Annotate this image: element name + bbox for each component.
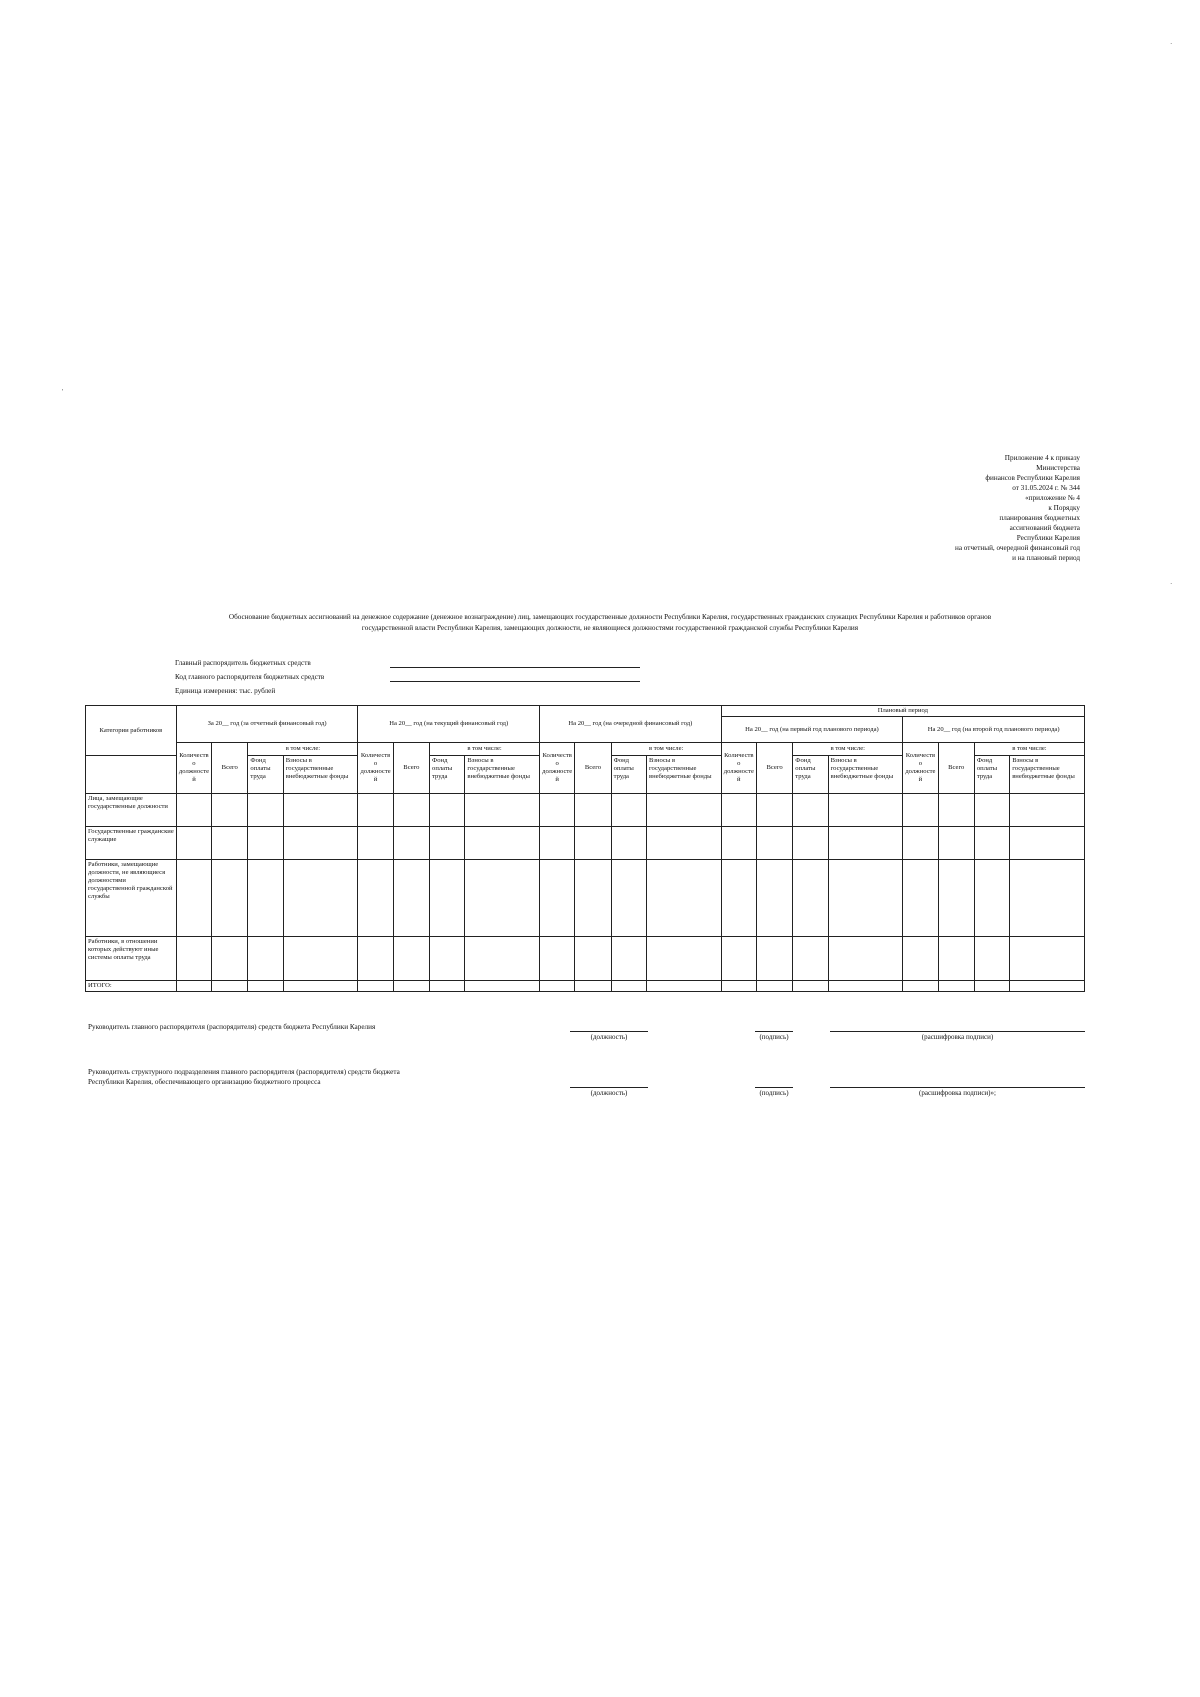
contrib-header: Взносы в государственные внебюджетные фонды: [283, 756, 358, 794]
chief-admin-code-field[interactable]: [390, 681, 640, 682]
table-cell[interactable]: [793, 794, 828, 827]
table-cell[interactable]: [646, 794, 721, 827]
fund-header: Фонд оплаты труда: [430, 756, 465, 794]
contrib-header: Взносы в государственные внебюджетные фонды: [828, 756, 903, 794]
table-cell[interactable]: [793, 937, 828, 981]
total-header: Всего: [756, 743, 792, 794]
table-cell[interactable]: [176, 860, 211, 937]
table-cell[interactable]: [430, 981, 465, 992]
fund-header: Фонд оплаты труда: [611, 756, 646, 794]
table-cell[interactable]: [903, 981, 938, 992]
table-cell[interactable]: [393, 981, 429, 992]
table-cell[interactable]: [575, 937, 611, 981]
table-cell[interactable]: [974, 981, 1009, 992]
table-cell[interactable]: [903, 860, 938, 937]
appendix-line: к Порядку: [1048, 504, 1080, 512]
appendix-line: финансов Республики Карелия: [985, 474, 1080, 482]
appendix-line: Приложение 4 к приказу: [1004, 454, 1080, 462]
table-cell[interactable]: [212, 827, 248, 860]
table-cell[interactable]: [212, 937, 248, 981]
table-cell[interactable]: [176, 937, 211, 981]
decode-caption: (расшифровка подписи): [921, 1033, 994, 1041]
table-cell[interactable]: [721, 827, 756, 860]
table-cell[interactable]: [465, 794, 540, 827]
table-cell[interactable]: [430, 827, 465, 860]
unit-row: [175, 686, 275, 696]
signature-caption: (подпись): [759, 1089, 789, 1097]
table-cell[interactable]: [358, 937, 393, 981]
row-label: Работники, замещающие должности, не являющиеся должностями государственной гражданской службы: [86, 860, 177, 937]
count-header: Количество должностей: [721, 743, 756, 794]
including-header: в том числе:: [248, 743, 358, 756]
table-cell[interactable]: [938, 981, 974, 992]
table-cell[interactable]: [756, 937, 792, 981]
table-cell[interactable]: [1010, 794, 1085, 827]
table-cell[interactable]: [575, 827, 611, 860]
appendix-line: и на плановый период: [1012, 554, 1080, 562]
table-cell[interactable]: [212, 794, 248, 827]
contrib-header: Взносы в государственные внебюджетные фонды: [1010, 756, 1085, 794]
total-header: Всего: [575, 743, 611, 794]
signature-field[interactable]: [755, 1031, 793, 1032]
period-header: На 20__ год (на первый год планового периода): [721, 717, 903, 743]
table-cell[interactable]: [283, 827, 358, 860]
appendix-line: ассигнований бюджета: [1009, 524, 1080, 532]
row-label: Работники, в отношении которых действуют иные системы оплаты труда: [86, 937, 177, 981]
table-cell[interactable]: [430, 937, 465, 981]
table-cell[interactable]: [540, 860, 575, 937]
appendix-line: от 31.05.2024 г. № 344: [1012, 484, 1080, 492]
position-field[interactable]: [570, 1031, 648, 1032]
table-cell[interactable]: [540, 981, 575, 992]
signature-caption: (подпись): [759, 1033, 789, 1041]
table-cell[interactable]: [575, 860, 611, 937]
table-cell[interactable]: [176, 794, 211, 827]
count-header: Количество должностей: [903, 743, 938, 794]
struct-signature-label: Руководитель структурного подразделения главного распорядителя (распорядителя) средств бюджета: [88, 1068, 400, 1076]
head-signature-label: Руководитель главного распорядителя (распорядителя) средств бюджета Республики Карелия: [88, 1023, 376, 1031]
table-cell[interactable]: [283, 937, 358, 981]
including-header: в том числе:: [793, 743, 903, 756]
table-cell[interactable]: [393, 794, 429, 827]
appendix-line: планирования бюджетных: [999, 514, 1080, 522]
table-cell[interactable]: [611, 827, 646, 860]
decode-field[interactable]: [830, 1087, 1085, 1088]
title-line: государственной власти Республики Карелия, замещающих должности, не являющиеся должностями государственной гражданской службы Республики Карелия: [361, 623, 859, 632]
table-cell[interactable]: [938, 794, 974, 827]
unit-label: Единица измерения:: [175, 687, 238, 695]
table-cell[interactable]: [646, 827, 721, 860]
period-header: На 20__ год (на второй год планового периода): [903, 717, 1085, 743]
table-cell[interactable]: [721, 981, 756, 992]
chief-admin-field[interactable]: [390, 667, 640, 668]
row-label: Государственные гражданские служащие: [86, 827, 177, 860]
planned-period-header: Плановый период: [721, 706, 1084, 717]
table-cell[interactable]: [248, 937, 283, 981]
fund-header: Фонд оплаты труда: [248, 756, 283, 794]
appendix-line: Республики Карелия: [1016, 534, 1080, 542]
total-header: Всего: [938, 743, 974, 794]
appendix-block: [830, 453, 1080, 563]
table-cell[interactable]: [393, 860, 429, 937]
table-cell[interactable]: [283, 794, 358, 827]
table-cell[interactable]: [358, 827, 393, 860]
scan-mark: ': [62, 388, 64, 396]
row-label: Лица, замещающие государственные должности: [86, 794, 177, 827]
count-header: Количество должностей: [176, 743, 211, 794]
appendix-line: Министерства: [1036, 464, 1080, 472]
table-cell[interactable]: [430, 794, 465, 827]
document-title: [130, 612, 1090, 633]
position-field[interactable]: [570, 1087, 648, 1088]
appendix-line: «приложение № 4: [1025, 494, 1080, 502]
table-cell[interactable]: [575, 981, 611, 992]
table-cell[interactable]: [974, 937, 1009, 981]
struct-signature-label: Республики Карелия, обеспечивающего организацию бюджетного процесса: [88, 1078, 321, 1086]
table-cell[interactable]: [248, 860, 283, 937]
table-cell[interactable]: [358, 860, 393, 937]
table-cell[interactable]: [212, 860, 248, 937]
table-cell[interactable]: [721, 937, 756, 981]
table-cell[interactable]: [1010, 981, 1085, 992]
total-header: Всего: [393, 743, 429, 794]
table-cell[interactable]: [176, 981, 211, 992]
table-cell[interactable]: [756, 981, 792, 992]
table-cell[interactable]: [828, 827, 903, 860]
table-cell[interactable]: [611, 981, 646, 992]
period-header: На 20__ год (на текущий финансовый год): [358, 706, 540, 743]
table-cell[interactable]: [793, 860, 828, 937]
table-cell[interactable]: [646, 937, 721, 981]
table-cell[interactable]: [756, 860, 792, 937]
scan-mark: ·: [1170, 580, 1173, 588]
table-cell[interactable]: [793, 827, 828, 860]
table-cell[interactable]: [828, 937, 903, 981]
table-cell[interactable]: [393, 827, 429, 860]
period-header: На 20__ год (на очередной финансовый год): [540, 706, 722, 743]
table-cell[interactable]: [646, 860, 721, 937]
table-cell[interactable]: [828, 981, 903, 992]
unit-value: тыс. рублей: [239, 687, 276, 695]
table-cell[interactable]: [540, 827, 575, 860]
table-cell[interactable]: [938, 937, 974, 981]
table-cell[interactable]: [358, 794, 393, 827]
table-cell[interactable]: [358, 981, 393, 992]
table-cell[interactable]: [938, 860, 974, 937]
appendix-line: на отчетный, очередной финансовый год: [954, 544, 1080, 552]
table-cell[interactable]: [828, 860, 903, 937]
table-cell[interactable]: [721, 860, 756, 937]
table-cell[interactable]: [903, 794, 938, 827]
count-header: Количество должностей: [540, 743, 575, 794]
table-cell[interactable]: [248, 981, 283, 992]
fund-header: Фонд оплаты труда: [974, 756, 1009, 794]
table-cell[interactable]: [212, 981, 248, 992]
table-cell[interactable]: [974, 860, 1009, 937]
table-cell[interactable]: [611, 794, 646, 827]
table-cell[interactable]: [393, 937, 429, 981]
position-caption: (должность): [590, 1033, 628, 1041]
table-cell[interactable]: [176, 827, 211, 860]
decode-field[interactable]: [830, 1031, 1085, 1032]
table-row: [86, 937, 1085, 981]
table-cell[interactable]: [465, 937, 540, 981]
including-header: в том числе:: [611, 743, 721, 756]
count-header: Количество должностей: [358, 743, 393, 794]
table-cell[interactable]: [611, 937, 646, 981]
table-cell[interactable]: [646, 981, 721, 992]
table-row: [86, 827, 1085, 860]
table-cell[interactable]: [903, 827, 938, 860]
table-cell[interactable]: [465, 860, 540, 937]
fund-header: Фонд оплаты труда: [793, 756, 828, 794]
table-cell[interactable]: [465, 827, 540, 860]
title-line: Обоснование бюджетных ассигнований на денежное содержание (денежное вознаграждение) лиц, замещающих государственные должности Республики Карелия, государственных гражданских служащих Республики Карелия и работников органов: [228, 613, 992, 621]
total-label: ИТОГО:: [86, 981, 177, 992]
chief-admin-code-label: Код главного распорядителя бюджетных средств: [175, 673, 325, 681]
table-cell[interactable]: [756, 827, 792, 860]
position-caption: (должность): [590, 1089, 628, 1097]
table-cell[interactable]: [756, 794, 792, 827]
table-cell[interactable]: [465, 981, 540, 992]
table-cell[interactable]: [828, 794, 903, 827]
signature-field[interactable]: [755, 1087, 793, 1088]
table-cell[interactable]: [248, 794, 283, 827]
table-cell[interactable]: [283, 981, 358, 992]
table-cell[interactable]: [903, 937, 938, 981]
contrib-header: Взносы в государственные внебюджетные фонды: [646, 756, 721, 794]
table-cell[interactable]: [611, 860, 646, 937]
table-cell[interactable]: [283, 860, 358, 937]
chief-admin-label: Главный распорядитель бюджетных средств: [175, 659, 311, 667]
contrib-header: Взносы в государственные внебюджетные фонды: [465, 756, 540, 794]
table-row: [86, 860, 1085, 937]
table-cell[interactable]: [1010, 827, 1085, 860]
total-header: Всего: [212, 743, 248, 794]
decode-caption: (расшифровка подписи)»;: [919, 1089, 996, 1097]
table-cell[interactable]: [721, 794, 756, 827]
table-cell[interactable]: [938, 827, 974, 860]
budget-table: [85, 705, 1085, 992]
table-row: [86, 794, 1085, 827]
scan-mark: ·: [1170, 40, 1173, 48]
table-cell[interactable]: [540, 794, 575, 827]
table-cell[interactable]: [248, 827, 283, 860]
period-header: За 20__ год (за отчетный финансовый год): [176, 706, 358, 743]
empty-header-cell: [86, 756, 177, 794]
table-cell[interactable]: [1010, 937, 1085, 981]
table-cell[interactable]: [974, 794, 1009, 827]
table-cell[interactable]: [575, 794, 611, 827]
category-header: Категории работников: [86, 706, 177, 756]
table-cell[interactable]: [1010, 860, 1085, 937]
table-row-total: [86, 981, 1085, 992]
table-cell[interactable]: [540, 937, 575, 981]
table-cell[interactable]: [793, 981, 828, 992]
including-header: в том числе:: [430, 743, 540, 756]
table-cell[interactable]: [974, 827, 1009, 860]
including-header: в том числе:: [974, 743, 1084, 756]
table-cell[interactable]: [430, 860, 465, 937]
